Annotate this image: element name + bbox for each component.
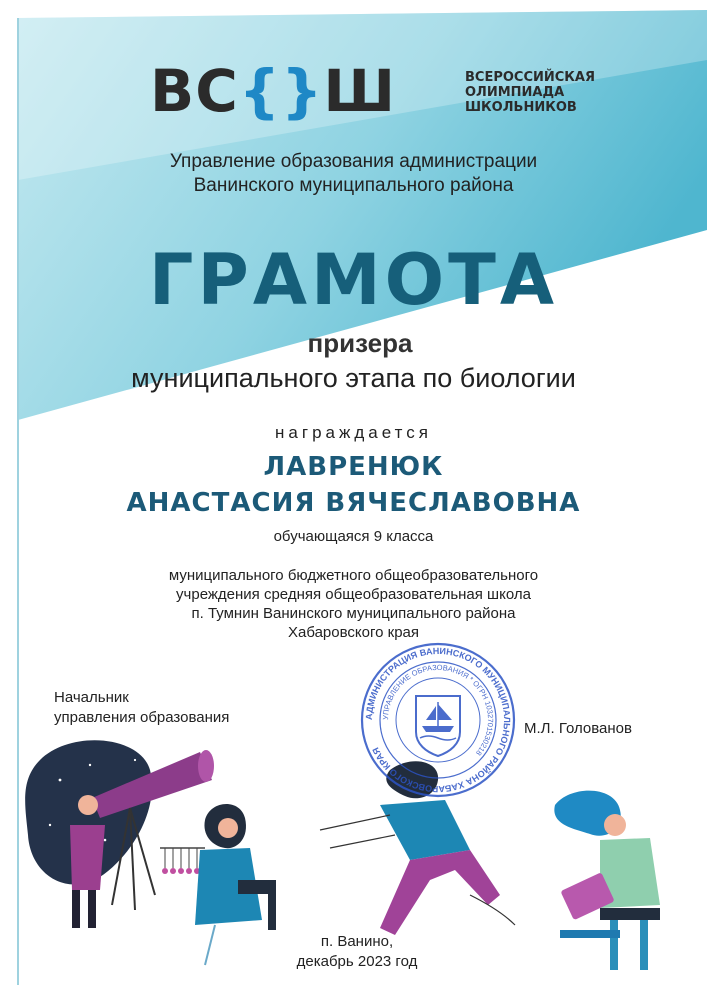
logo-text-line: ВСЕРОССИЙСКАЯ (465, 70, 595, 85)
issue-date: декабрь 2023 год (296, 953, 418, 970)
stamp-inner-text: УПРАВЛЕНИЕ ОБРАЗОВАНИЯ * ОГРН 1032701530218 (380, 662, 496, 758)
school-line: п. Тумнин Ванинского муниципального района (191, 605, 516, 622)
recipient-grade: обучающаяся 9 класса (273, 528, 434, 545)
recipient-given-names: АНАСТАСИЯ ВЯЧЕСЛАВОВНА (126, 488, 581, 518)
position-line: управления образования (54, 709, 230, 726)
org-line: Ванинского муниципального района (193, 175, 514, 196)
olympiad-stage: муниципального этапа по биологии (131, 363, 576, 393)
issue-place-date (0, 932, 707, 972)
school-line: Хабаровского края (287, 624, 419, 641)
school-name (0, 566, 707, 642)
stamp-emblem-icon (416, 696, 460, 756)
signatory-name: М.Л. Голованов (524, 720, 632, 737)
logo-text-line: ОЛИМПИАДА (465, 85, 565, 100)
issuing-organization (0, 150, 707, 198)
olympiad-logo (150, 57, 620, 125)
awarded-label: награждается (275, 423, 432, 442)
certificate-subtitle: призера (307, 328, 413, 358)
signatory-position (54, 688, 229, 728)
school-line: учреждения средняя общеобразовательная школа (176, 586, 531, 603)
logo-mark: ВС{}Ш (150, 57, 397, 125)
recipient-surname: ЛАВРЕНЮК (263, 452, 444, 482)
school-line: муниципального бюджетного общеобразовательного (168, 567, 539, 584)
official-stamp (358, 640, 518, 800)
newtons-cradle-icon (160, 848, 205, 874)
logo-text-line: ШКОЛЬНИКОВ (465, 100, 577, 115)
logo-text (465, 70, 595, 115)
org-line: Управление образования администрации (169, 151, 538, 172)
certificate-title: ГРАМОТА (148, 239, 559, 321)
position-line: Начальник (54, 689, 129, 706)
stamp-outer-text: АДМИНИСТРАЦИЯ ВАНИНСКОГО МУНИЦИПАЛЬНОГО РАЙОНА ХАБАРОВСКОГО КРАЯ (363, 645, 513, 795)
issue-place: п. Ванино, (320, 933, 394, 950)
